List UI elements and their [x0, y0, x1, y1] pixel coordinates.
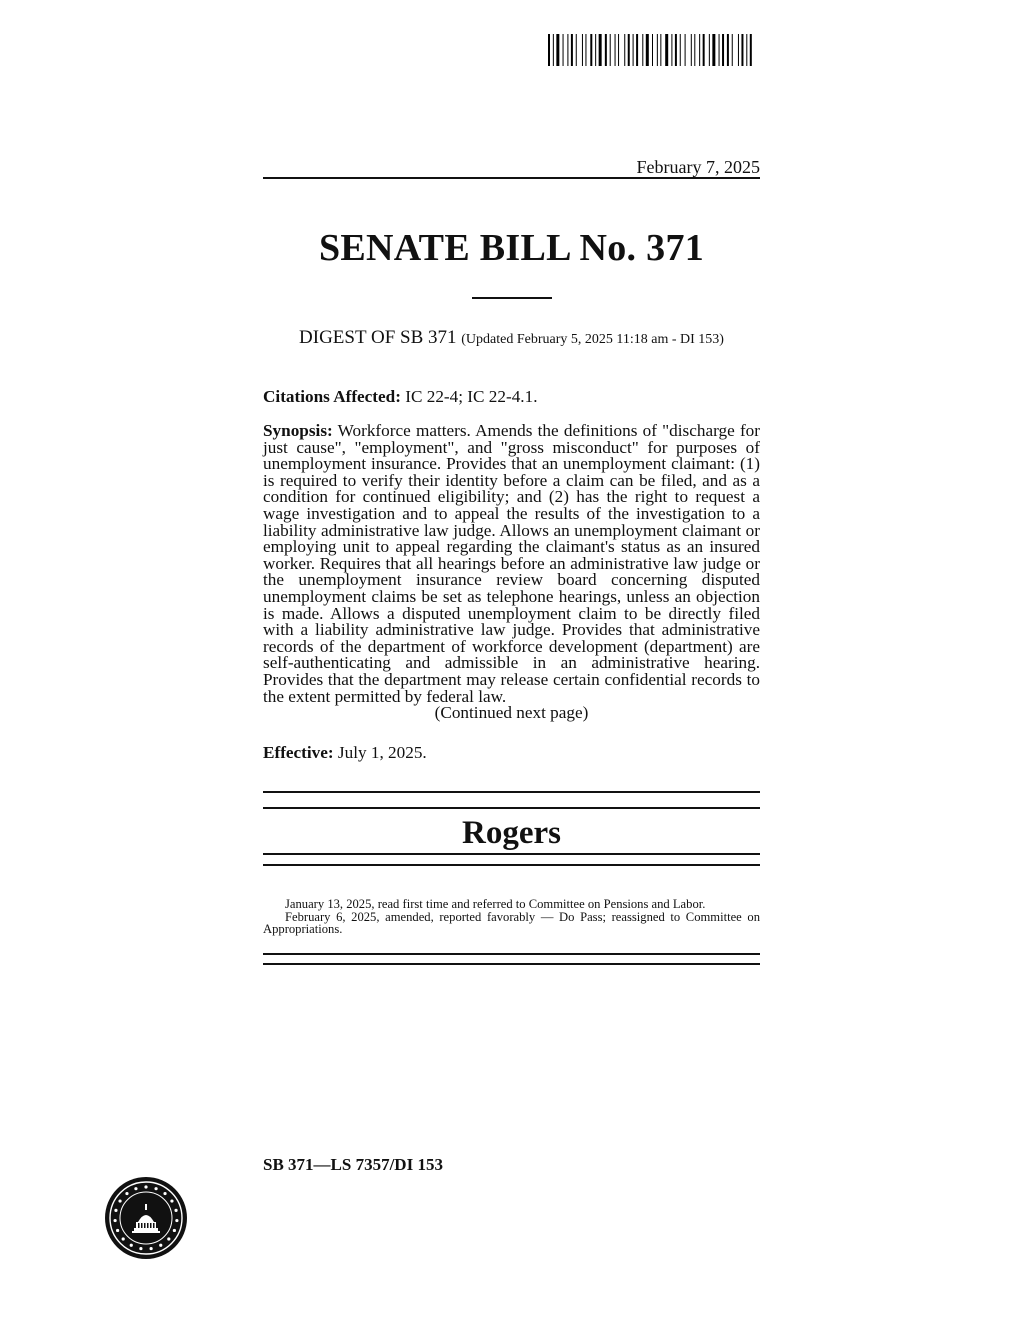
author-rule-2: [263, 807, 760, 809]
top-rule: [263, 177, 760, 179]
title-rule: [472, 297, 552, 299]
digest-title: DIGEST OF SB 371: [299, 327, 457, 348]
history-entry: February 6, 2025, amended, reported favorably — Do Pass; reassigned to Committee on Appropriations.: [263, 909, 760, 937]
history-rule-1: [263, 953, 760, 955]
bill-author: Rogers: [462, 815, 561, 851]
state-seal-icon: [104, 1176, 188, 1260]
synopsis-paragraph: [263, 423, 760, 722]
digest-heading: [263, 327, 760, 349]
citations-value: IC 22-4; IC 22-4.1.: [405, 387, 538, 406]
document-date: February 7, 2025: [636, 157, 760, 177]
citations-line: [263, 389, 760, 406]
synopsis-text: Workforce matters. Amends the definitions of "discharge for just cause", "employment", and "gross misconduct" for purposes of unemployment insurance. Provides that an unemployment claimant: (1) is required to verify their identity before a claim can be filed, and as a condition for continued eligibility; and (2) has the right to request a wage investigation and to appeal the results of the investigation to a liability administrative law judge. Allows an unemployment claimant or employing unit to appeal regarding the claimant's status as an insured worker. Requires that all hearings before an administrative law judge or the unemployment insurance review board concerning disputed unemployment claims be set as telephone hearings, unless an objection is made. Allows a disputed unemployment claim to be directly filed with a liability administrative law judge. Provides that administrative records of the department of workforce development (department) are self-authenticating and admissible in an administrative hearing. Provides that the department may release certain confidential records to the extent permitted by federal law.: [263, 421, 760, 706]
bill-title: SENATE BILL No. 371: [318, 227, 705, 269]
synopsis-label: Synopsis:: [263, 421, 333, 440]
author-rule-4: [263, 864, 760, 866]
continued-note: (Continued next page): [434, 703, 589, 723]
history-entry: January 13, 2025, read first time and referred to Committee on Pensions and Labor.: [285, 897, 706, 911]
effective-value: July 1, 2025.: [337, 743, 427, 762]
author-rule-3: [263, 853, 760, 855]
document-footer: SB 371—LS 7357/DI 153: [263, 1155, 443, 1174]
barcode-icon: [548, 34, 782, 66]
history-rule-2: [263, 963, 760, 965]
author-rule-1: [263, 791, 760, 793]
effective-line: [263, 745, 760, 762]
citations-label: Citations Affected:: [263, 387, 401, 406]
legislative-history: [263, 898, 760, 936]
digest-updated: (Updated February 5, 2025 11:18 am - DI 153): [461, 332, 724, 347]
effective-label: Effective:: [263, 743, 334, 762]
